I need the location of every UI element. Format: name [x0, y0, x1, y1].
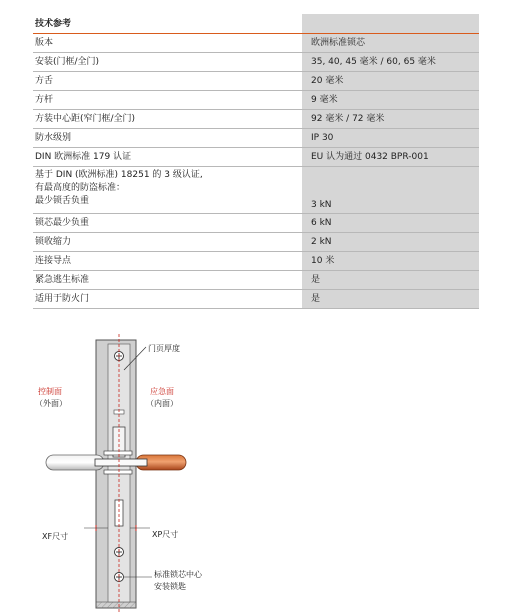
table-row — [33, 214, 479, 233]
spec-label: DIN 欧洲标准 179 认证 — [35, 151, 132, 162]
spec-label-line: 有最高度的防盗标准： — [35, 183, 126, 193]
control-side-sublabel: （外面） — [35, 399, 67, 408]
table-row — [33, 233, 479, 252]
control-side-label: 控制面 — [38, 387, 62, 396]
spec-table — [33, 14, 479, 309]
cylinder-key-label: 安装锁匙 — [154, 582, 186, 591]
table-row — [33, 290, 479, 309]
table-row — [33, 167, 479, 214]
xf-size-label: XF尺寸 — [42, 532, 69, 541]
spec-label: 方舌 — [35, 75, 54, 86]
emergency-side-label: 应急面 — [150, 387, 174, 396]
spec-label: 方装中心距(窄门框/全门) — [35, 113, 136, 124]
spec-label: 连接导点 — [35, 255, 72, 266]
table-row — [33, 252, 479, 271]
spec-label: 锁芯最少负重 — [35, 217, 90, 228]
spec-value: 是 — [302, 290, 479, 309]
spec-label: 防水级别 — [35, 132, 72, 143]
spec-value: IP 30 — [302, 129, 479, 148]
lock-diagram — [0, 330, 506, 615]
table-row — [33, 34, 479, 53]
table-row — [33, 110, 479, 129]
spec-value: 2 kN — [302, 233, 479, 252]
spec-value: 10 米 — [302, 252, 479, 271]
spec-label: 版本 — [35, 37, 54, 48]
table-row — [33, 91, 479, 110]
spec-value: 35, 40, 45 毫米 / 60, 65 毫米 — [302, 53, 479, 72]
spec-label-line: 最少锁舌负重 — [35, 196, 90, 206]
spec-value: 20 毫米 — [302, 72, 479, 91]
spec-title: 技术参考 — [35, 19, 72, 29]
spec-value: 3 kN — [302, 167, 479, 214]
spec-value: EU 认为通过 0432 BPR-001 — [302, 148, 479, 167]
spec-header-value-cell — [302, 14, 479, 34]
table-row — [33, 129, 479, 148]
table-row — [33, 53, 479, 72]
spec-label: 方杆 — [35, 94, 54, 105]
door-thickness-label: 门页厚度 — [148, 344, 180, 353]
emergency-side-sublabel: （内面） — [146, 399, 178, 408]
spec-value: 欧洲标准锁芯 — [302, 34, 479, 53]
spec-value: 是 — [302, 271, 479, 290]
spec-value: 6 kN — [302, 214, 479, 233]
spec-label: 安装(门框/全门) — [35, 56, 100, 67]
table-row — [33, 72, 479, 91]
spec-value: 9 毫米 — [302, 91, 479, 110]
spec-label-line: 基于 DIN (欧洲标准) 18251 的 3 级认证, — [35, 170, 203, 180]
spec-label: 锁收缩力 — [35, 236, 72, 247]
xp-size-label: XP尺寸 — [152, 530, 179, 539]
spec-header-row — [33, 14, 479, 34]
spec-value: 92 毫米 / 72 毫米 — [302, 110, 479, 129]
spec-label: 适用于防火门 — [35, 293, 90, 304]
spec-label-multiline — [33, 167, 302, 214]
table-row — [33, 271, 479, 290]
cylinder-center-label: 标准锁芯中心 — [154, 570, 202, 579]
spec-label: 紧急逃生标准 — [35, 274, 90, 285]
table-row — [33, 148, 479, 167]
